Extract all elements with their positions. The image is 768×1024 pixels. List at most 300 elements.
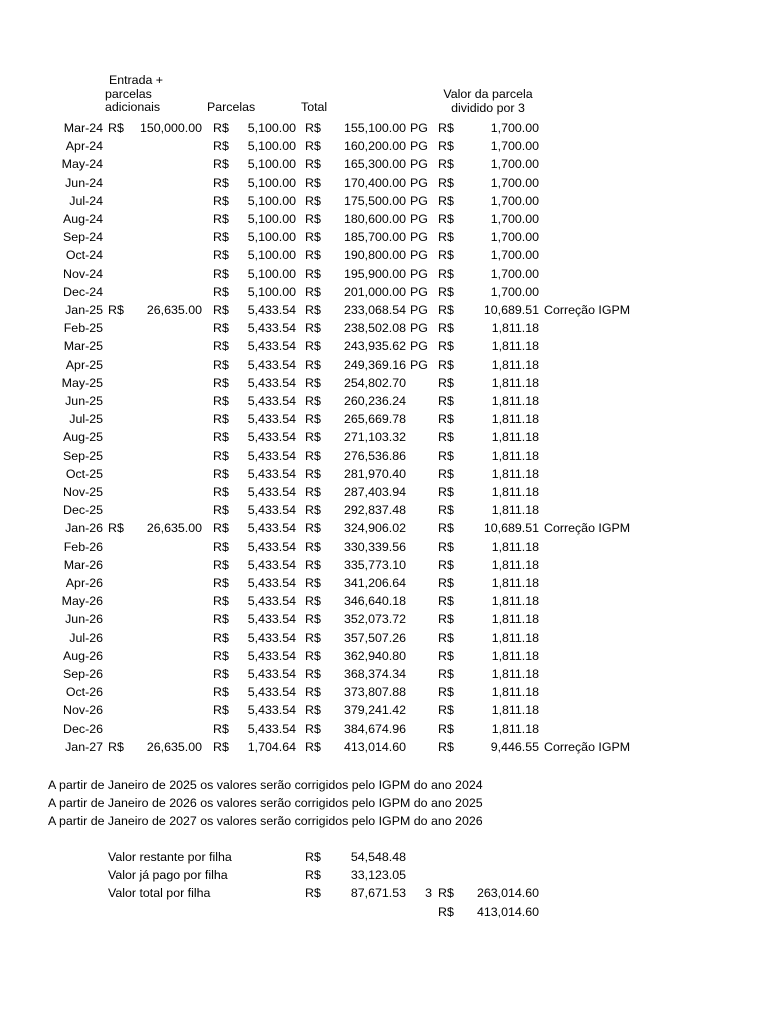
row-total-value: 341,206.64 (343, 576, 406, 590)
row-parcela-currency: R$ (213, 284, 229, 299)
row-valor-currency: R$ (438, 430, 454, 445)
summary-pago-currency: R$ (305, 868, 321, 882)
row-parcela-currency: R$ (213, 557, 229, 572)
row-total-value: 243,935.62 (343, 339, 406, 354)
row-status-paid: PG (410, 248, 428, 263)
row-parcela-value: 5,100.00 (247, 175, 296, 190)
table-row (0, 538, 768, 556)
row-parcela-currency: R$ (213, 266, 229, 281)
row-valor-value: 1,811.18 (491, 466, 539, 481)
row-note: Correção IGPM (544, 303, 631, 317)
row-total-value: 384,674.96 (343, 721, 406, 736)
note-2027: A partir de Janeiro de 2027 os valores serão corrigidos pelo IGPM do ano 2026 (48, 814, 483, 828)
row-parcela-currency: R$ (213, 121, 229, 135)
table-row (0, 447, 768, 465)
row-date: Nov-24 (63, 266, 103, 281)
row-total-currency: R$ (305, 230, 321, 245)
table-row (0, 428, 768, 446)
row-parcela-value: 1,704.64 (247, 739, 296, 754)
row-total-value: 238,502.08 (343, 321, 406, 336)
row-total-value: 195,900.00 (343, 266, 406, 281)
row-parcela-currency: R$ (213, 375, 229, 390)
row-valor-value: 1,811.18 (491, 539, 539, 554)
summary-times-value: 263,014.60 (476, 886, 539, 900)
row-total-currency: R$ (305, 448, 321, 463)
row-valor-value: 1,811.18 (491, 648, 539, 663)
row-date: Dec-26 (63, 721, 103, 736)
row-total-value: 335,773.10 (343, 557, 406, 572)
row-status-paid: PG (410, 303, 428, 317)
row-valor-value: 1,700.00 (490, 193, 539, 208)
row-date: Jun-26 (65, 612, 103, 627)
row-date: May-25 (61, 375, 103, 390)
row-parcela-value: 5,433.54 (247, 612, 296, 627)
row-status-paid: PG (410, 157, 428, 172)
row-total-value: 185,700.00 (343, 230, 406, 245)
row-parcela-currency: R$ (213, 539, 229, 554)
row-parcela-currency: R$ (213, 394, 229, 408)
row-parcela-currency: R$ (213, 685, 229, 700)
row-date: Nov-26 (63, 703, 103, 718)
row-valor-currency: R$ (438, 721, 454, 736)
table-row (0, 501, 768, 519)
table-row (0, 465, 768, 483)
row-valor-value: 1,811.18 (491, 321, 539, 336)
summary-restante-label: Valor restante por filha (108, 850, 232, 864)
row-date: Mar-26 (63, 557, 103, 572)
row-parcela-currency: R$ (213, 157, 229, 172)
row-total-currency: R$ (305, 576, 321, 590)
row-parcela-value: 5,433.54 (247, 721, 296, 736)
row-date: Dec-24 (63, 284, 103, 299)
row-entrada-value: 26,635.00 (146, 303, 202, 317)
row-entrada-currency: R$ (108, 739, 124, 754)
row-total-value: 362,940.80 (343, 648, 406, 663)
row-parcela-currency: R$ (213, 339, 229, 354)
row-valor-currency: R$ (438, 339, 454, 354)
row-status-paid: PG (410, 230, 428, 245)
row-parcela-currency: R$ (213, 466, 229, 481)
row-parcela-currency: R$ (213, 667, 229, 681)
row-parcela-value: 5,100.00 (247, 193, 296, 208)
row-date: May-26 (61, 594, 103, 609)
row-valor-currency: R$ (438, 248, 454, 263)
row-total-value: 165,300.00 (343, 157, 406, 172)
row-date: Oct-24 (65, 248, 103, 263)
row-total-currency: R$ (305, 303, 321, 317)
row-valor-currency: R$ (438, 321, 454, 336)
row-date: Jul-26 (69, 630, 103, 645)
row-parcela-value: 5,433.54 (247, 557, 296, 572)
row-parcela-value: 5,433.54 (247, 321, 296, 336)
row-parcela-value: 5,100.00 (247, 157, 296, 172)
row-total-value: 249,369.16 (343, 357, 406, 372)
row-date: Jan-26 (65, 521, 103, 536)
row-parcela-value: 5,433.54 (247, 357, 296, 372)
row-parcela-currency: R$ (213, 648, 229, 663)
row-date: May-24 (61, 157, 103, 172)
row-total-currency: R$ (305, 321, 321, 336)
row-valor-currency: R$ (438, 685, 454, 700)
row-valor-value: 1,811.18 (491, 594, 539, 609)
row-total-currency: R$ (305, 266, 321, 281)
row-valor-currency: R$ (438, 266, 454, 281)
row-total-value: 292,837.48 (343, 503, 406, 518)
row-parcela-value: 5,433.54 (247, 466, 296, 481)
header-total: Total (301, 100, 328, 114)
row-date: Apr-25 (65, 357, 103, 372)
table-row (0, 155, 768, 173)
row-entrada-currency: R$ (108, 521, 124, 536)
row-total-currency: R$ (305, 612, 321, 627)
row-valor-value: 1,811.18 (491, 721, 539, 736)
row-valor-currency: R$ (438, 175, 454, 190)
row-date: Jan-25 (65, 303, 103, 317)
row-valor-value: 1,811.18 (491, 357, 539, 372)
row-valor-value: 1,700.00 (490, 248, 539, 263)
table-row (0, 665, 768, 683)
row-valor-value: 1,811.18 (491, 576, 539, 590)
row-parcela-currency: R$ (213, 212, 229, 226)
row-valor-currency: R$ (438, 703, 454, 718)
row-parcela-value: 5,100.00 (247, 121, 296, 135)
table-row (0, 174, 768, 192)
row-total-value: 346,640.18 (343, 594, 406, 609)
row-valor-currency: R$ (438, 230, 454, 245)
row-parcela-currency: R$ (213, 303, 229, 317)
row-status-paid: PG (410, 284, 428, 299)
row-parcela-value: 5,433.54 (247, 667, 296, 681)
row-valor-value: 1,700.00 (490, 121, 539, 135)
row-parcela-currency: R$ (213, 412, 229, 427)
row-total-currency: R$ (305, 175, 321, 190)
row-valor-currency: R$ (438, 412, 454, 427)
note-2025: A partir de Janeiro de 2025 os valores serão corrigidos pelo IGPM do ano 2024 (48, 778, 483, 792)
table-row (0, 392, 768, 410)
row-total-currency: R$ (305, 739, 321, 754)
row-date: Apr-26 (65, 576, 103, 590)
summary-total-label: Valor total por filha (108, 886, 211, 900)
row-valor-value: 1,811.18 (491, 485, 539, 499)
row-total-currency: R$ (305, 412, 321, 427)
row-valor-currency: R$ (438, 157, 454, 172)
row-valor-currency: R$ (438, 594, 454, 609)
table-row (0, 374, 768, 392)
row-valor-currency: R$ (438, 448, 454, 463)
row-total-currency: R$ (305, 357, 321, 372)
row-date: Jul-25 (69, 412, 103, 427)
row-parcela-currency: R$ (213, 248, 229, 263)
row-total-currency: R$ (305, 248, 321, 263)
row-parcela-currency: R$ (213, 630, 229, 645)
row-valor-currency: R$ (438, 193, 454, 208)
row-total-currency: R$ (305, 667, 321, 681)
row-date: Feb-26 (63, 539, 103, 554)
row-valor-value: 10,689.51 (483, 303, 539, 317)
row-valor-currency: R$ (438, 667, 454, 681)
row-total-value: 271,103.32 (343, 430, 406, 445)
row-valor-value: 1,700.00 (490, 266, 539, 281)
table-row (0, 592, 768, 610)
row-total-value: 201,000.00 (343, 284, 406, 299)
row-entrada-currency: R$ (108, 121, 124, 135)
row-total-value: 287,403.94 (343, 485, 406, 499)
row-total-value: 368,374.34 (343, 667, 406, 681)
row-status-paid: PG (410, 212, 428, 226)
row-date: Sep-25 (63, 448, 103, 463)
table-row (0, 210, 768, 228)
row-valor-value: 1,811.18 (491, 394, 539, 408)
row-parcela-currency: R$ (213, 448, 229, 463)
row-parcela-value: 5,433.54 (247, 448, 296, 463)
header-entrada-line3: adicionais (105, 100, 161, 114)
row-status-paid: PG (410, 121, 428, 135)
row-parcela-currency: R$ (213, 357, 229, 372)
row-valor-value: 1,811.18 (491, 412, 539, 427)
row-parcela-value: 5,433.54 (247, 521, 296, 536)
row-date: Apr-24 (65, 139, 103, 154)
row-total-currency: R$ (305, 685, 321, 700)
row-valor-currency: R$ (438, 539, 454, 554)
row-date: Nov-25 (63, 485, 103, 499)
table-row (0, 246, 768, 264)
row-total-value: 180,600.00 (343, 212, 406, 226)
row-valor-value: 1,811.18 (491, 448, 539, 463)
table-row (0, 647, 768, 665)
row-total-currency: R$ (305, 539, 321, 554)
row-valor-currency: R$ (438, 466, 454, 481)
row-valor-value: 1,811.18 (491, 557, 539, 572)
row-total-value: 379,241.42 (343, 703, 406, 718)
row-valor-value: 1,811.18 (491, 430, 539, 445)
row-date: Sep-24 (63, 230, 103, 245)
row-parcela-value: 5,433.54 (247, 703, 296, 718)
row-entrada-currency: R$ (108, 303, 124, 317)
header-parcelas: Parcelas (207, 100, 256, 114)
table-row (0, 119, 768, 137)
table-row (0, 738, 768, 756)
summary-pago-value: 33,123.05 (350, 868, 406, 882)
table-row (0, 629, 768, 647)
header-entrada-line1: Entrada + (108, 73, 164, 87)
row-parcela-value: 5,100.00 (247, 266, 296, 281)
row-total-value: 373,807.88 (343, 685, 406, 700)
row-parcela-value: 5,433.54 (247, 685, 296, 700)
row-status-paid: PG (410, 339, 428, 354)
table-row (0, 519, 768, 537)
row-valor-value: 1,811.18 (491, 339, 539, 354)
row-parcela-value: 5,433.54 (247, 576, 296, 590)
row-valor-currency: R$ (438, 503, 454, 518)
row-total-value: 175,500.00 (343, 193, 406, 208)
row-date: Feb-25 (63, 321, 103, 336)
table-row (0, 265, 768, 283)
summary-restante-currency: R$ (305, 850, 321, 864)
row-valor-currency: R$ (438, 630, 454, 645)
row-date: Oct-25 (65, 466, 103, 481)
summary-total-currency: R$ (305, 886, 321, 900)
row-parcela-value: 5,433.54 (247, 430, 296, 445)
table-row (0, 683, 768, 701)
row-parcela-value: 5,433.54 (247, 503, 296, 518)
row-date: Mar-25 (63, 339, 103, 354)
row-valor-value: 1,700.00 (490, 139, 539, 154)
row-valor-value: 1,700.00 (490, 157, 539, 172)
row-parcela-currency: R$ (213, 230, 229, 245)
row-valor-currency: R$ (438, 212, 454, 226)
row-parcela-value: 5,100.00 (247, 212, 296, 226)
summary-grand-value: 413,014.60 (476, 905, 539, 919)
row-note: Correção IGPM (544, 521, 631, 536)
row-valor-value: 1,811.18 (491, 703, 539, 718)
note-2026: A partir de Janeiro de 2026 os valores serão corrigidos pelo IGPM do ano 2025 (48, 796, 483, 810)
row-valor-currency: R$ (438, 303, 454, 317)
row-date: Mar-24 (63, 121, 103, 135)
row-parcela-value: 5,433.54 (247, 539, 296, 554)
row-total-value: 352,073.72 (343, 612, 406, 627)
row-date: Jul-24 (69, 193, 103, 208)
row-total-currency: R$ (305, 721, 321, 736)
table-row (0, 574, 768, 592)
row-valor-currency: R$ (438, 612, 454, 627)
table-row (0, 319, 768, 337)
row-valor-value: 1,700.00 (490, 230, 539, 245)
header-valor (436, 88, 540, 115)
row-valor-value: 1,811.18 (491, 375, 539, 390)
row-parcela-value: 5,433.54 (247, 303, 296, 317)
row-total-currency: R$ (305, 594, 321, 609)
row-total-currency: R$ (305, 703, 321, 718)
row-total-currency: R$ (305, 212, 321, 226)
row-total-value: 357,507.26 (343, 630, 406, 645)
row-total-currency: R$ (305, 557, 321, 572)
row-parcela-value: 5,433.54 (247, 394, 296, 408)
header-entrada-line2: parcelas (105, 86, 152, 101)
summary-restante-value: 54,548.48 (350, 850, 406, 864)
row-parcela-currency: R$ (213, 139, 229, 154)
row-valor-currency: R$ (438, 284, 454, 299)
row-total-value: 281,970.40 (343, 466, 406, 481)
row-valor-value: 1,700.00 (490, 212, 539, 226)
row-status-paid: PG (410, 266, 428, 281)
row-total-value: 155,100.00 (343, 121, 406, 135)
row-total-currency: R$ (305, 466, 321, 481)
row-date: Jan-27 (65, 739, 103, 754)
row-total-value: 330,339.56 (343, 539, 406, 554)
row-valor-currency: R$ (438, 139, 454, 154)
row-parcela-value: 5,433.54 (247, 485, 296, 499)
table-row (0, 228, 768, 246)
table-row (0, 720, 768, 738)
row-valor-currency: R$ (438, 648, 454, 663)
row-valor-value: 1,700.00 (490, 284, 539, 299)
table-row (0, 301, 768, 319)
row-valor-currency: R$ (438, 394, 454, 408)
row-valor-currency: R$ (438, 576, 454, 590)
row-date: Aug-26 (63, 648, 103, 663)
row-total-currency: R$ (305, 503, 321, 518)
row-total-currency: R$ (305, 339, 321, 354)
row-status-paid: PG (410, 321, 428, 336)
row-parcela-value: 5,433.54 (247, 648, 296, 663)
table-row (0, 410, 768, 428)
summary-grand-currency: R$ (438, 905, 454, 919)
summary-total-value: 87,671.53 (350, 886, 406, 900)
row-total-value: 160,200.00 (343, 139, 406, 154)
row-valor-currency: R$ (438, 521, 454, 536)
row-date: Jun-24 (65, 175, 103, 190)
row-parcela-currency: R$ (213, 430, 229, 445)
row-total-currency: R$ (305, 157, 321, 172)
row-valor-value: 1,811.18 (491, 612, 539, 627)
row-valor-currency: R$ (438, 485, 454, 499)
row-parcela-currency: R$ (213, 594, 229, 609)
row-total-value: 413,014.60 (343, 739, 406, 754)
row-total-currency: R$ (305, 648, 321, 663)
row-parcela-currency: R$ (213, 175, 229, 190)
row-total-currency: R$ (305, 430, 321, 445)
row-valor-value: 1,811.18 (491, 503, 539, 518)
row-total-currency: R$ (305, 485, 321, 499)
row-date: Jun-25 (65, 394, 103, 408)
row-parcela-currency: R$ (213, 576, 229, 590)
header-valor-line2: dividido por 3 (451, 100, 525, 115)
table-row (0, 192, 768, 210)
row-total-value: 260,236.24 (343, 394, 406, 408)
header-valor-line1: Valor da parcela (443, 87, 533, 101)
row-entrada-value: 150,000.00 (139, 121, 202, 135)
row-valor-currency: R$ (438, 357, 454, 372)
row-valor-value: 10,689.51 (483, 521, 539, 536)
row-status-paid: PG (410, 357, 428, 372)
row-valor-value: 1,700.00 (490, 175, 539, 190)
row-parcela-value: 5,433.54 (247, 630, 296, 645)
row-entrada-value: 26,635.00 (146, 521, 202, 536)
row-valor-value: 1,811.18 (491, 667, 539, 681)
table-row (0, 556, 768, 574)
row-parcela-value: 5,100.00 (247, 248, 296, 263)
row-parcela-currency: R$ (213, 193, 229, 208)
row-total-value: 276,536.86 (343, 448, 406, 463)
row-total-currency: R$ (305, 394, 321, 408)
row-parcela-currency: R$ (213, 612, 229, 627)
row-date: Oct-26 (65, 685, 103, 700)
row-valor-currency: R$ (438, 557, 454, 572)
row-parcela-value: 5,433.54 (247, 339, 296, 354)
row-total-currency: R$ (305, 375, 321, 390)
summary-multiplier: 3 (425, 886, 432, 900)
row-parcela-value: 5,100.00 (247, 230, 296, 245)
row-parcela-value: 5,100.00 (247, 284, 296, 299)
row-valor-value: 1,811.18 (491, 685, 539, 700)
table-row (0, 283, 768, 301)
row-note: Correção IGPM (544, 739, 631, 754)
row-parcela-value: 5,100.00 (247, 139, 296, 154)
row-parcela-value: 5,433.54 (247, 594, 296, 609)
table-row (0, 483, 768, 501)
row-status-paid: PG (410, 193, 428, 208)
table-row (0, 356, 768, 374)
row-parcela-currency: R$ (213, 703, 229, 718)
row-valor-currency: R$ (438, 121, 454, 135)
row-valor-currency: R$ (438, 739, 454, 754)
row-valor-currency: R$ (438, 375, 454, 390)
row-total-value: 190,800.00 (343, 248, 406, 263)
row-parcela-currency: R$ (213, 485, 229, 499)
row-total-currency: R$ (305, 284, 321, 299)
summary-pago-label: Valor já pago por filha (108, 868, 228, 882)
header-entrada (100, 74, 172, 115)
